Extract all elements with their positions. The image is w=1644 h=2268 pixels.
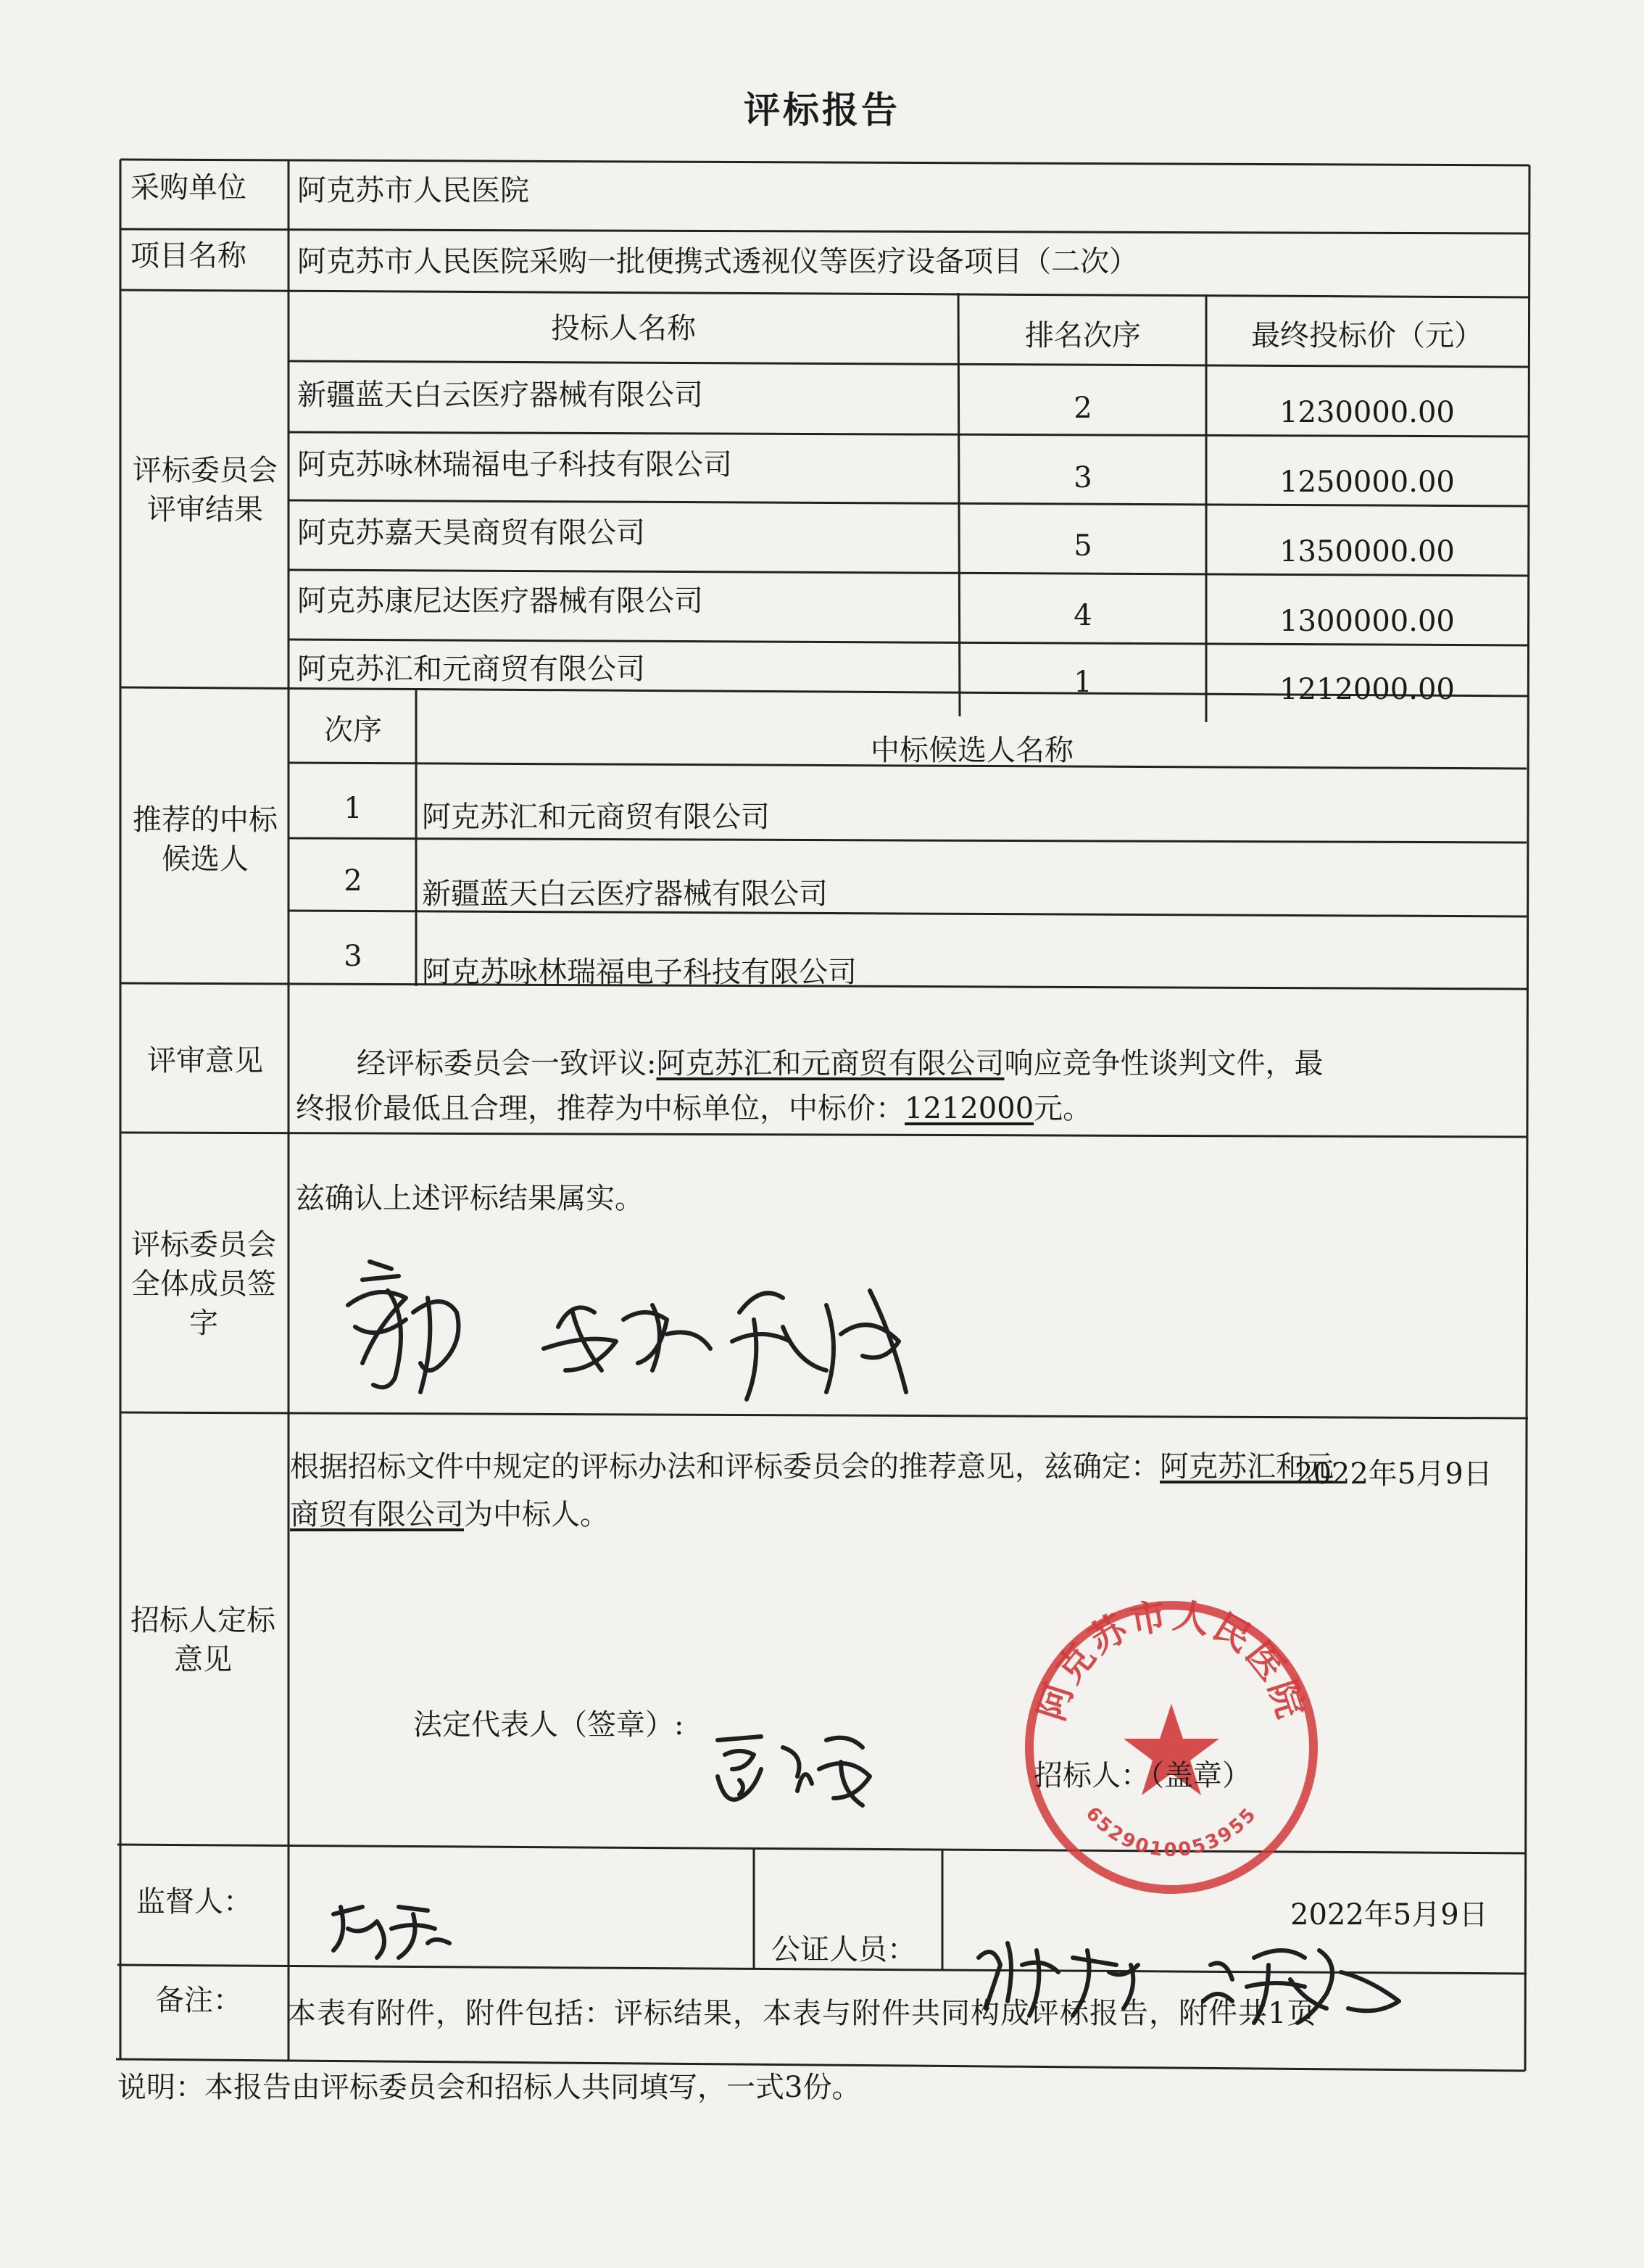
review-row-2-rank: 3 [1074, 461, 1092, 494]
review-row-2-price: 1250000.00 [1279, 465, 1455, 499]
remarks-value: 本表有附件，附件包括：评标结果，本表与附件共同构成评标报告，附件共1页 [287, 1997, 1317, 2030]
review-row-4-price: 1300000.00 [1279, 605, 1455, 638]
review-header-rank: 排名次序 [1025, 319, 1141, 352]
seal-text: 阿克苏市人民医院 [1030, 1595, 1313, 1726]
legal-rep-signature [703, 1711, 892, 1813]
committee-signatures [319, 1247, 928, 1407]
review-label: 评标委员会评审结果 [133, 454, 278, 526]
opinion-part-1: 经评标委员会一致评议: [357, 1047, 657, 1080]
tenderer-text [290, 1443, 1522, 1539]
opinion-company: 阿克苏汇和元商贸有限公司 [656, 1047, 1005, 1080]
candidates-label: 推荐的中标候选人 [133, 803, 278, 876]
tenderer-part-2: 为中标人。 [464, 1498, 609, 1531]
review-row-1-rank: 2 [1074, 392, 1092, 425]
project-label: 项目名称 [130, 239, 246, 273]
review-row-2-bidder: 阿克苏咏林瑞福电子科技有限公司 [297, 448, 732, 481]
committee-label: 评标委员会全体成员签字 [131, 1228, 276, 1340]
svg-text:6529010053955 [1082, 1803, 1262, 1861]
notary-label: 公证人员： [771, 1933, 916, 1966]
opinion-label: 评审意见 [147, 1044, 263, 1077]
review-row-3-price: 1350000.00 [1279, 535, 1455, 568]
candidate-1-order: 1 [344, 792, 362, 825]
candidate-2-order: 2 [344, 864, 362, 898]
opinion-text [296, 1041, 1525, 1131]
legal-rep-label: 法定代表人（签章）: [413, 1708, 684, 1742]
tenderer-company-a: 阿克苏汇和元 [1160, 1450, 1334, 1483]
review-row-3-bidder: 阿克苏嘉天昊商贸有限公司 [297, 516, 645, 550]
document-title: 评标报告 [744, 89, 900, 131]
footnote: 说明：本报告由评标委员会和招标人共同填写，一式3份。 [117, 2071, 861, 2104]
supervisor-label: 监督人： [136, 1885, 252, 1919]
tenderer-company-b: 商贸有限公司 [290, 1498, 464, 1531]
review-row-4-bidder: 阿克苏康尼达医疗器械有限公司 [297, 584, 703, 618]
review-row-1-bidder: 新疆蓝天白云医疗器械有限公司 [297, 378, 703, 412]
review-row-4-rank: 4 [1074, 599, 1092, 632]
review-row-3-rank: 5 [1074, 529, 1092, 563]
candidate-3-order: 3 [344, 940, 362, 973]
candidate-2-name: 新疆蓝天白云医疗器械有限公司 [422, 877, 828, 911]
supervisor-signature [319, 1885, 464, 1965]
opinion-amount: 1212000 [905, 1092, 1034, 1125]
tenderer-date: 2022年5月9日 [1295, 1457, 1493, 1491]
review-row-1-price: 1230000.00 [1279, 396, 1455, 429]
review-row-5-bidder: 阿克苏汇和元商贸有限公司 [297, 653, 645, 686]
hospital-seal [1019, 1595, 1324, 1900]
project-value: 阿克苏市人民医院采购一批便携式透视仪等医疗设备项目（二次） [297, 245, 1138, 278]
tenderer-part-1: 根据招标文件中规定的评标办法和评标委员会的推荐意见，兹确定： [290, 1450, 1160, 1483]
candidate-1-name: 阿克苏汇和元商贸有限公司 [422, 800, 770, 834]
tenderer-date-2: 2022年5月9日 [1290, 1898, 1488, 1932]
purchaser-label: 采购单位 [130, 171, 246, 204]
review-header-bidder: 投标人名称 [551, 312, 696, 345]
tenderer-label: 招标人定标意见 [130, 1604, 275, 1676]
seal-code: 6529010053955 [1081, 1803, 1262, 1861]
candidates-header-name: 中标候选人名称 [871, 734, 1074, 767]
review-row-5-price: 1212000.00 [1279, 673, 1455, 706]
review-header-price: 最终投标价（元） [1251, 319, 1483, 352]
opinion-part-4: 元。 [1034, 1092, 1092, 1125]
opinion-part-2: 响应竞争性谈判文件，最 [1004, 1047, 1324, 1080]
opinion-part-3: 终报价最低且合理，推荐为中标单位，中标价： [296, 1092, 905, 1125]
review-row-5-rank: 1 [1074, 666, 1092, 699]
candidate-3-name: 阿克苏咏林瑞福电子科技有限公司 [422, 956, 857, 989]
remarks-label: 备注： [155, 1984, 242, 2017]
committee-confirm: 兹确认上述评标结果属实。 [296, 1182, 644, 1215]
tenderer-sign-label: 招标人：（盖章） [1034, 1759, 1251, 1792]
purchaser-value: 阿克苏市人民医院 [297, 174, 529, 207]
candidates-header-order: 次序 [324, 713, 382, 747]
